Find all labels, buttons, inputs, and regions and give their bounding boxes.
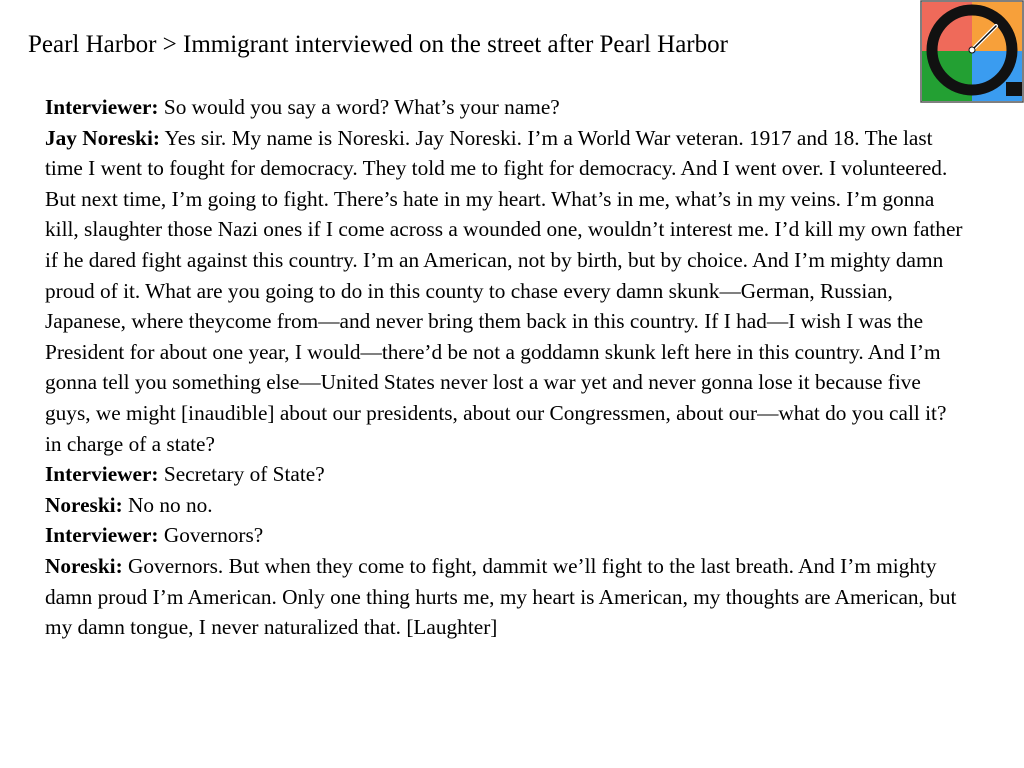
page-title: Pearl Harbor > Immigrant interviewed on the street after Pearl Harbor (28, 31, 728, 58)
speech-text: So would you say a word? What’s your name? (158, 95, 560, 119)
transcript-turn (45, 520, 965, 551)
transcript-turn (45, 490, 965, 521)
transcript-turn (45, 123, 965, 460)
transcript-turn (45, 459, 965, 490)
speech-text: Governors? (158, 523, 264, 548)
speaker-name: Jay Noreski: (45, 125, 160, 150)
speaker-name: Interviewer: (45, 462, 159, 487)
transcript-turn (45, 92, 965, 123)
speech-text: No no no. (122, 492, 213, 517)
transcript-turn (45, 551, 965, 643)
logo-center-dot (969, 47, 975, 53)
speech-text: Secretary of State? (158, 462, 325, 487)
quadrant-clock-logo-icon[interactable] (920, 0, 1024, 104)
speaker-name: Interviewer: (45, 523, 159, 548)
speech-text: Yes sir. My name is Noreski. Jay Noreski. I’m a World War veteran. 1917 and 18. The last time I went to fought for democracy. They told me to fight for democracy. And I went over. I volunteered. But next time, I’m going to fight. There’s hate in my heart. What’s in me, what’s in my veins. I’m gonna kill, slaughter those Nazi ones if I come across a wounded one, wouldn’t interest me. I’d kill my own father if he dared fight against this country. I’m an American, not by birth, but by choice. And I’m mighty damn proud of it. What are you going to do in this county to chase every damn skunk—German, Russian, Japanese, where theycome from—and never bring them back in this country. If I had—I wish I was the President for about one year, I would—there’d be not a goddamn skunk left here in this country. And I’m gonna tell you something else—United States never lost a war yet and never gonna lose it because five guys, we might [inaudible] about our presidents, about our Congressmen, about our—what do you call it? in charge of a state? (45, 125, 963, 456)
speaker-name: Noreski: (45, 492, 123, 517)
speaker-name: Interviewer: (45, 95, 159, 119)
interview-transcript (45, 92, 965, 643)
logo-q-tail (1006, 82, 1022, 96)
speech-text: Governors. But when they come to fight, dammit we’ll fight to the last breath. And I’m mighty damn proud I’m American. Only one thing hurts me, my heart is American, my thoughts are American, but my damn tongue, I never naturalized that. [Laughter] (45, 553, 957, 640)
speaker-name: Noreski: (45, 553, 123, 578)
